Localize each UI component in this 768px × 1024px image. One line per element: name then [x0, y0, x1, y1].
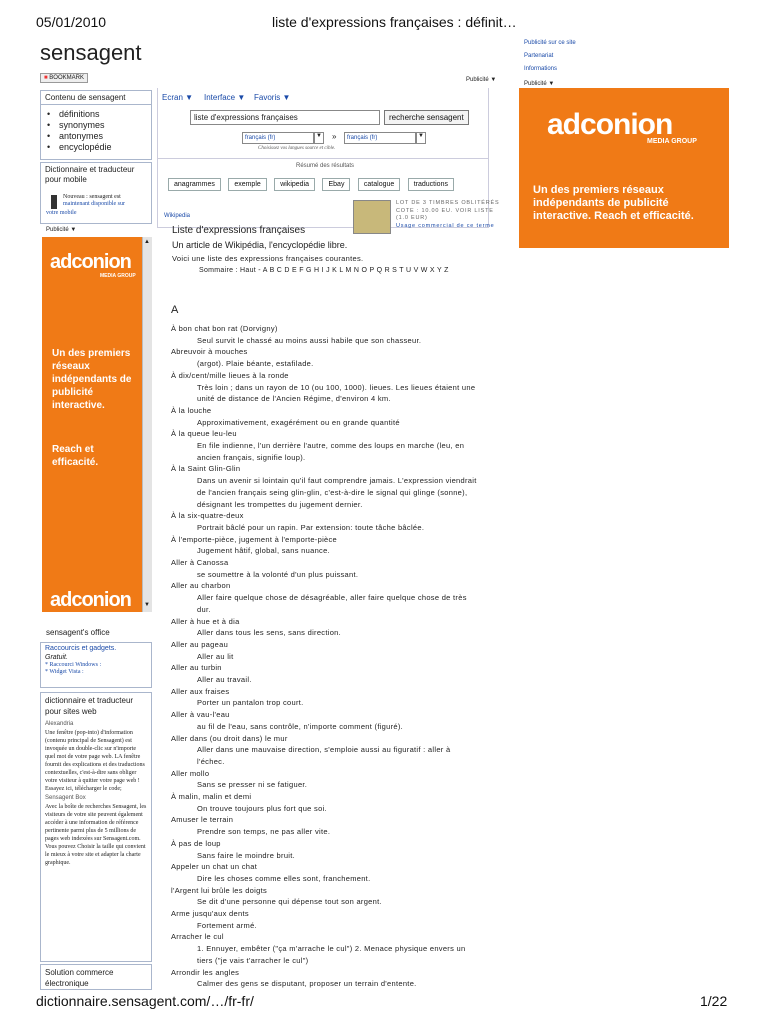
entry-definition: unité de distance de l'Ancien Régime, d'environ 4 km.: [197, 394, 391, 404]
ad-sub-top: MEDIA GROUP: [100, 273, 136, 279]
article-subtitle: Un article de Wikipédia, l'encyclopédie libre.: [172, 240, 348, 250]
ad-label-right: Publicité ▼: [524, 81, 555, 87]
search-input[interactable]: liste d'expressions françaises: [190, 110, 380, 125]
tab-wikipedia[interactable]: wikipedia: [274, 178, 315, 191]
alexandria-text: Une fenêtre (pop-into) d'information (contenu principal de Sensagent) est invoquée un double-clic sur n'importe quel mot de votre page web. LA fenêtre fournit des explications et des traductions contextuelles, c'est-à-dire sans obliger votre visiteur à quitter votre page web ! Essayez ici, télécharger le code;: [45, 730, 145, 792]
ebay-line-2: COTE : 10.00 EU. VOIR LISTE: [396, 207, 494, 214]
entry-definition: Jugement hâtif, global, sans nuance.: [197, 546, 330, 556]
menu-interface[interactable]: Interface ▼: [204, 93, 246, 102]
entry-definition: (argot). Plaie béante, estafilade.: [197, 359, 314, 369]
box-text: Avec la boîte de recherches Sensagent, les visiteurs de votre site peuvent également accéder à une information de référence pertinente parmi plus de 5 millions de pages web indexées sur Sensagent.com. Vous pouvez Choisir la taille qui convient le mieux à votre site et adapter la charte graphique.: [45, 804, 147, 866]
solution-title: Solution commerce électronique: [45, 968, 114, 988]
tab-ebay[interactable]: Ebay: [322, 178, 350, 191]
entry-term: À malin, malin et demi: [171, 792, 252, 801]
office-vista[interactable]: * Widget Vista :: [45, 669, 84, 675]
lang-to-select[interactable]: français (fr): [344, 132, 416, 144]
entry-definition: On trouve toujours plus fort que soi.: [197, 803, 327, 813]
section-letter: A: [171, 304, 179, 316]
entry-term: Abreuvoir à mouches: [171, 347, 248, 357]
entry-definition: En file indienne, l'un derrière l'autre, comme des loups en marche (leu, en: [197, 441, 465, 450]
results-title: Résumé des résultats: [296, 163, 355, 169]
print-title: liste d'expressions françaises : définit…: [272, 14, 517, 30]
menu-ecran[interactable]: Ecran ▼: [162, 93, 194, 102]
entry-term: Aller au turbin: [171, 663, 222, 673]
lang-from-select[interactable]: français (fr): [242, 132, 314, 144]
ebay-line-3: (1.0 EUR): [396, 215, 428, 221]
lang-hint: Choisissez vos langues source et cible.: [258, 146, 336, 151]
menu-favoris[interactable]: Favoris ▼: [254, 93, 291, 102]
entry-definition: Dans un avenir si lointain qu'il faut comprendre jamais. L'expression viendrait: [197, 476, 477, 486]
entry-term: Aller aux fraises: [171, 686, 230, 696]
office-links[interactable]: Raccourcis et gadgets.: [45, 645, 117, 652]
entry-definition: Dire les choses comme elles sont, franchement.: [197, 873, 371, 883]
article-intro: Voici une liste des expressions françaises courantes.: [172, 254, 364, 263]
entry-definition: de l'ancien français seing glin-glin, c'est-à-dire le signal qui glinge (sonne),: [197, 487, 468, 497]
dict-note-3[interactable]: votre mobile: [46, 210, 77, 216]
entry-definition: Sans faire le moindre bruit.: [197, 850, 296, 860]
adconion-logo: adconion: [547, 108, 673, 141]
link-partenariat[interactable]: Partenariat: [524, 53, 554, 59]
contenu-item-encyclopedie[interactable]: • encyclopédie: [41, 142, 151, 153]
office-title: sensagent's office: [46, 628, 110, 637]
article-title: Liste d'expressions françaises: [172, 225, 306, 236]
entry-definition: tiers ("je vais t'arracher le cul"): [197, 955, 309, 965]
lang-to-dropdown-icon[interactable]: ▼: [416, 132, 426, 144]
link-informations[interactable]: Informations: [524, 66, 558, 72]
link-publicite[interactable]: Publicité sur ce site: [524, 40, 576, 46]
entry-definition: désignant les trompettes du jugement dernier.: [197, 499, 363, 509]
tab-catalogue[interactable]: catalogue: [358, 178, 400, 191]
entry-term: À l'emporte-pièce, jugement à l'emporte-pièce: [171, 534, 338, 544]
entry-definition: ancien français, signifie loup).: [197, 452, 306, 462]
office-gratuit: Gratuit.: [45, 654, 68, 661]
scroll-down-icon[interactable]: ▼: [144, 602, 150, 608]
print-url: dictionnaire.sensagent.com/…/fr-fr/: [36, 993, 254, 1009]
entry-definition: au fil de l'eau, sans contrôle, n'importe comment (figuré).: [197, 721, 404, 731]
entry-definition: l'échec.: [197, 756, 225, 766]
right-links: [524, 40, 576, 72]
box-label: Sensagent Box: [45, 795, 86, 801]
entry-term: À la Saint Glin-Glin: [171, 464, 241, 474]
entry-term: Arrondir les angles: [171, 967, 240, 977]
ad-sub: MEDIA GROUP: [647, 138, 697, 145]
tab-traductions[interactable]: traductions: [408, 178, 454, 191]
entry-term: À la queue leu-leu: [171, 429, 237, 439]
entry-definition: Prendre son temps, ne pas aller vite.: [197, 827, 331, 837]
entry-definition: Seul survit le chassé au moins aussi habile que son chasseur.: [197, 335, 422, 345]
print-page: 1/22: [700, 993, 728, 1009]
bookmark-icon: ■: [44, 75, 48, 81]
ebay-line-1: LOT DE 3 TIMBRES OBLITÉRÉS: [396, 200, 500, 206]
adconion-logo-bottom: adconion: [50, 589, 131, 611]
ad-tagline-b: Reach et efficacité.: [52, 444, 99, 468]
entry-term: Arme jusqu'aux dents: [171, 909, 249, 918]
entry-term: À la six-quatre-deux: [171, 511, 244, 521]
scroll-up-icon[interactable]: ▲: [144, 239, 150, 245]
entry-definition: Aller au lit: [197, 651, 234, 661]
entry-definition: Porter un pantalon trop court.: [197, 698, 304, 708]
entry-definition: Approximativement, exagérément ou en grande quantité: [197, 417, 400, 427]
entry-term: À dix/cent/mille lieues à la ronde: [171, 370, 289, 380]
swap-arrow-icon[interactable]: »: [332, 132, 337, 141]
dict-mobile-title: Dictionnaire et traducteur pour mobile: [45, 165, 135, 184]
entry-definition: Aller faire quelque chose de désagréable, aller faire quelque chose de très: [197, 593, 467, 603]
entry-term: Aller à hue et à dia: [171, 616, 240, 626]
ebay-listing[interactable]: [396, 200, 499, 230]
adconion-ad-large[interactable]: [519, 88, 729, 248]
ad-label-left: Publicité ▼: [46, 227, 77, 233]
entry-term: Aller à Canossa: [171, 558, 229, 567]
dict-mobile-box: [40, 162, 152, 224]
entry-definition: Très loin ; dans un rayon de 10 (ou 100, 1000). lieues. Les lieues étaient une: [197, 382, 476, 392]
entry-definition: Se dit d'une personne qui dépense tout son argent.: [197, 897, 382, 907]
contenu-box: [40, 90, 152, 160]
office-windows[interactable]: * Raccourci Windows :: [45, 662, 102, 668]
ad-tagline-a: Un des premiers réseaux indépendants de publicité interactive.: [52, 348, 132, 411]
entry-term: À bon chat bon rat (Dorvigny): [171, 324, 278, 333]
entry-definition: Aller dans tous les sens, sans direction.: [197, 628, 342, 638]
ad-scrollbar[interactable]: [142, 237, 152, 612]
entry-definition: Aller au travail.: [197, 675, 252, 684]
ad-label-top: Publicité ▼: [466, 77, 497, 83]
entry-term: Aller mollo: [171, 768, 210, 778]
entry-definition: Portrait bâclé pour un rapin. Par extension: toute tâche bâclée.: [197, 522, 425, 532]
entry-term: Aller au charbon: [171, 581, 231, 591]
ebay-commercial-link[interactable]: Usage commercial de ce terme: [396, 222, 495, 229]
entry-term: l'Argent lui brûle les doigts: [171, 885, 268, 895]
entry-term: Aller dans (ou droit dans) le mur: [171, 733, 288, 743]
adconion-ad-tall[interactable]: [42, 237, 142, 612]
contenu-title: Contenu de sensagent: [41, 91, 151, 105]
office-box: [40, 642, 152, 688]
web-box: [40, 692, 152, 962]
lang-from-dropdown-icon[interactable]: ▼: [314, 132, 324, 144]
bookmark-button[interactable]: ■ BOOKMARK: [40, 73, 88, 83]
results-tabs: [168, 173, 457, 191]
entry-definition: 1. Ennuyer, embêter ("ça m'arrache le cul") 2. Menace physique envers un: [197, 944, 466, 954]
contenu-item-synonymes[interactable]: • synonymes: [41, 120, 151, 131]
tab-exemple[interactable]: exemple: [228, 178, 266, 191]
ad-tagline: Un des premiers réseaux indépendants de publicité interactive. Reach et efficacité.: [533, 184, 694, 222]
dict-note-1: Nouveau : sensagent est: [63, 194, 121, 200]
entry-definition: Sans se presser ni se fatiguer.: [197, 780, 308, 790]
entry-definition: Calmer des gens se disputant, proposer un terrain d'entente.: [197, 979, 417, 989]
alexandria-label: Alexandria: [45, 721, 74, 727]
entry-definition: se soumettre à la volonté d'un plus puissant.: [197, 569, 359, 579]
sensagent-logo[interactable]: sensagent: [40, 40, 142, 65]
search-button[interactable]: recherche sensagent: [384, 110, 469, 125]
entry-term: À la louche: [171, 405, 212, 415]
entry-term: Arracher le cul: [171, 932, 224, 942]
entry-term: Aller à vau-l'eau: [171, 710, 230, 720]
entry-term: Amuser le terrain: [171, 815, 234, 825]
contenu-item-antonymes[interactable]: • antonymes: [41, 131, 151, 142]
dict-note-2[interactable]: maintenant disponible sur: [63, 201, 125, 207]
article-source[interactable]: Wikipedia: [164, 213, 191, 219]
entry-definition: dur.: [197, 604, 211, 614]
adconion-logo-top: adconion: [50, 251, 131, 273]
entry-term: Aller au pageau: [171, 639, 229, 649]
contenu-list: [41, 105, 151, 153]
entry-term: Appeler un chat un chat: [171, 862, 258, 872]
print-date: 05/01/2010: [36, 14, 107, 30]
stamp-image[interactable]: [353, 200, 391, 234]
solution-box: [40, 964, 152, 990]
entry-definition: Fortement armé.: [197, 920, 257, 930]
entry-definition: Aller dans une mauvaise direction, s'emploie aussi au figuratif : aller à: [197, 745, 451, 755]
tab-anagrammes[interactable]: anagrammes: [168, 178, 221, 191]
entry-term: À pas de loup: [171, 838, 221, 848]
sommaire[interactable]: Sommaire : Haut - A B C D E F G H I J K L M N O P Q R S T U V W X Y Z: [199, 267, 449, 274]
mobile-phone-icon: [51, 195, 57, 209]
contenu-item-definitions[interactable]: • définitions: [41, 109, 151, 120]
web-title: dictionnaire et traducteur pour sites web: [45, 696, 134, 716]
